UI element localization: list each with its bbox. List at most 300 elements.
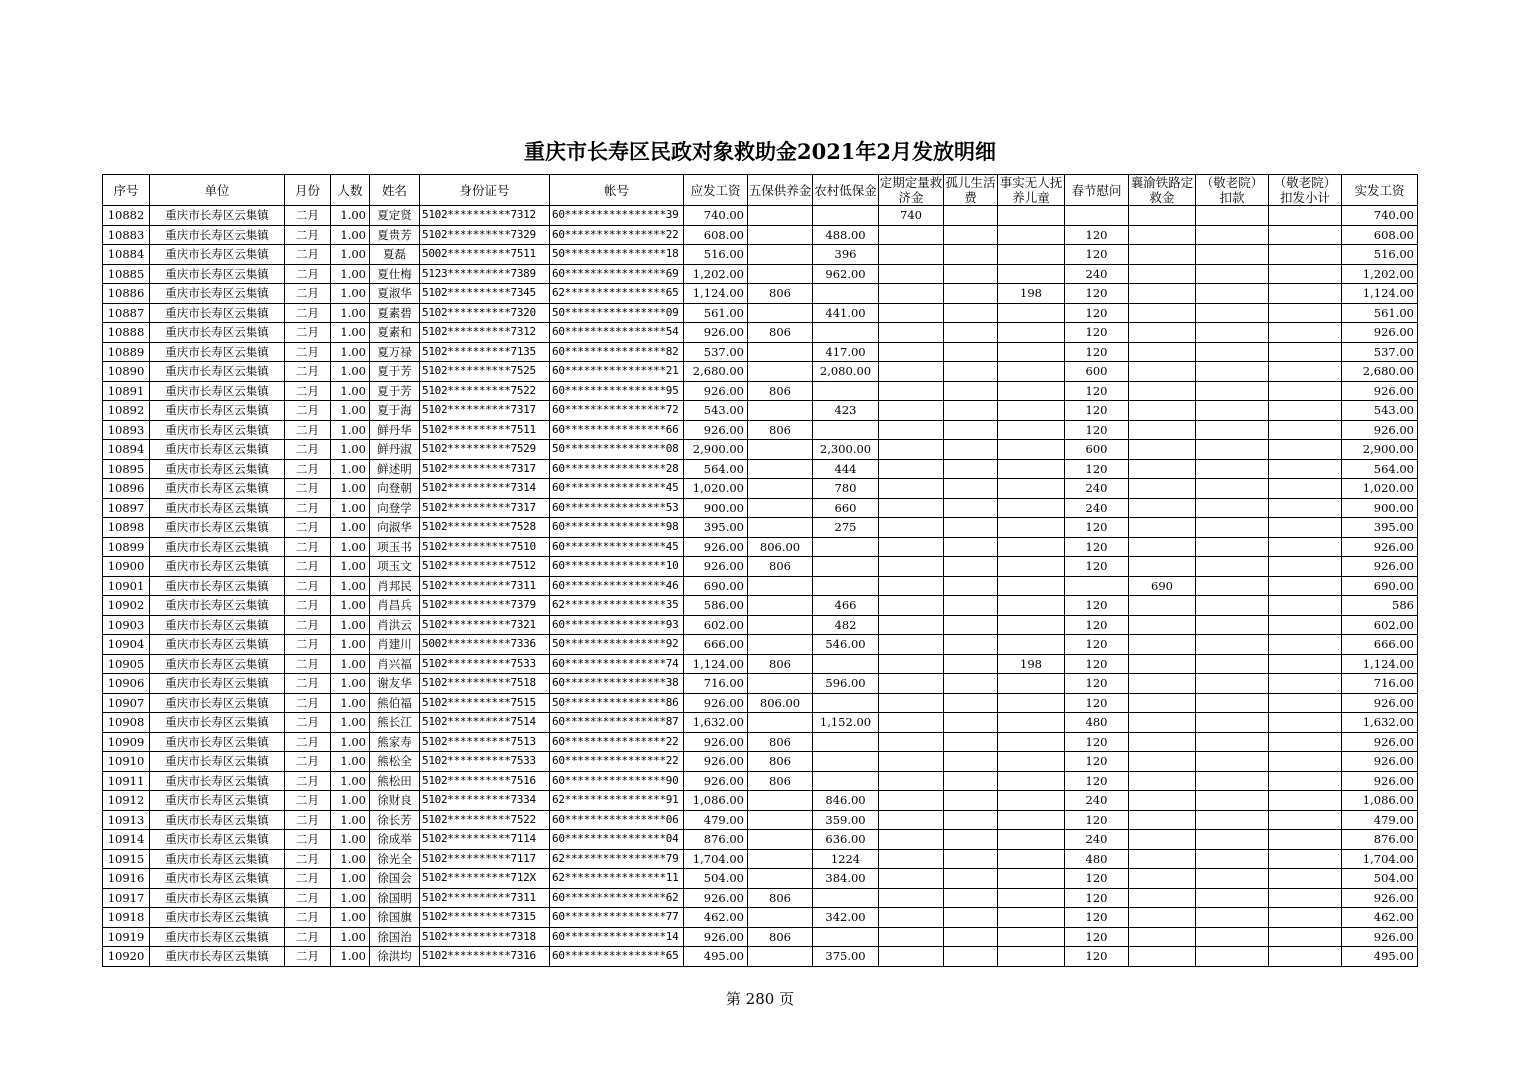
payable-cell: 1,632.00 [684, 713, 748, 733]
month-cell: 二月 [285, 479, 331, 499]
deduction-cell [1196, 459, 1269, 479]
deduction-subtotal-cell [1269, 537, 1342, 557]
dingliang-cell [879, 440, 944, 460]
account-cell: 60****************46 [550, 576, 684, 596]
unattended-child-cell: 198 [998, 284, 1065, 304]
unit-cell: 重庆市长寿区云集镇 [150, 303, 285, 323]
unit-cell: 重庆市长寿区云集镇 [150, 206, 285, 226]
deduction-cell [1196, 518, 1269, 538]
deduction-cell [1196, 245, 1269, 265]
orphan-cell [944, 888, 998, 908]
table-row [103, 479, 1418, 499]
dingliang-cell [879, 225, 944, 245]
deduction-cell [1196, 303, 1269, 323]
payable-cell: 926.00 [684, 752, 748, 772]
table-row [103, 498, 1418, 518]
dingliang-cell [879, 303, 944, 323]
count-cell: 1.00 [331, 771, 370, 791]
count-cell: 1.00 [331, 225, 370, 245]
unit-cell: 重庆市长寿区云集镇 [150, 791, 285, 811]
deduction-subtotal-cell [1269, 810, 1342, 830]
orphan-cell [944, 908, 998, 928]
count-cell: 1.00 [331, 401, 370, 421]
table-row [103, 674, 1418, 694]
column-header: 姓名 [370, 175, 420, 206]
serial-cell: 10917 [103, 888, 150, 908]
column-header: 事实无人抚养儿童 [998, 175, 1065, 206]
dibao-cell: 596.00 [813, 674, 879, 694]
railway-cell [1129, 888, 1196, 908]
count-cell: 1.00 [331, 284, 370, 304]
orphan-cell [944, 206, 998, 226]
unattended-child-cell [998, 869, 1065, 889]
id-number-cell: 5102**********7114 [420, 830, 550, 850]
deduction-cell [1196, 381, 1269, 401]
name-cell: 肖建川 [370, 635, 420, 655]
unit-cell: 重庆市长寿区云集镇 [150, 713, 285, 733]
orphan-cell [944, 440, 998, 460]
dibao-cell: 846.00 [813, 791, 879, 811]
deduction-subtotal-cell [1269, 206, 1342, 226]
festival-cell: 120 [1065, 635, 1129, 655]
account-cell: 62****************91 [550, 791, 684, 811]
orphan-cell [944, 576, 998, 596]
wubao-cell [748, 576, 813, 596]
orphan-cell [944, 323, 998, 343]
dingliang-cell [879, 420, 944, 440]
month-cell: 二月 [285, 810, 331, 830]
name-cell: 夏定贤 [370, 206, 420, 226]
dingliang-cell [879, 693, 944, 713]
id-number-cell: 5102**********7312 [420, 206, 550, 226]
count-cell: 1.00 [331, 323, 370, 343]
account-cell: 50****************09 [550, 303, 684, 323]
deduction-subtotal-cell [1269, 401, 1342, 421]
account-cell: 50****************08 [550, 440, 684, 460]
unit-cell: 重庆市长寿区云集镇 [150, 362, 285, 382]
deduction-cell [1196, 264, 1269, 284]
orphan-cell [944, 420, 998, 440]
wubao-cell: 806 [748, 381, 813, 401]
railway-cell [1129, 479, 1196, 499]
count-cell: 1.00 [331, 693, 370, 713]
net-pay-cell: 926.00 [1342, 381, 1418, 401]
net-pay-cell: 926.00 [1342, 420, 1418, 440]
net-pay-cell: 900.00 [1342, 498, 1418, 518]
deduction-subtotal-cell [1269, 693, 1342, 713]
table-row [103, 264, 1418, 284]
name-cell: 夏于海 [370, 401, 420, 421]
column-header: 襄渝铁路定救金 [1129, 175, 1196, 206]
unit-cell: 重庆市长寿区云集镇 [150, 830, 285, 850]
table-row [103, 888, 1418, 908]
serial-cell: 10912 [103, 791, 150, 811]
name-cell: 徐国会 [370, 869, 420, 889]
count-cell: 1.00 [331, 245, 370, 265]
orphan-cell [944, 342, 998, 362]
table-header-row [103, 175, 1418, 206]
unattended-child-cell [998, 888, 1065, 908]
deduction-cell [1196, 284, 1269, 304]
payable-cell: 1,124.00 [684, 654, 748, 674]
unit-cell: 重庆市长寿区云集镇 [150, 479, 285, 499]
railway-cell [1129, 420, 1196, 440]
orphan-cell [944, 264, 998, 284]
name-cell: 鲜丹华 [370, 420, 420, 440]
net-pay-cell: 926.00 [1342, 693, 1418, 713]
railway-cell [1129, 869, 1196, 889]
count-cell: 1.00 [331, 927, 370, 947]
wubao-cell [748, 245, 813, 265]
net-pay-cell: 876.00 [1342, 830, 1418, 850]
railway-cell [1129, 401, 1196, 421]
deduction-subtotal-cell [1269, 849, 1342, 869]
account-cell: 60****************54 [550, 323, 684, 343]
count-cell: 1.00 [331, 869, 370, 889]
payable-cell: 900.00 [684, 498, 748, 518]
festival-cell: 120 [1065, 810, 1129, 830]
table-row [103, 693, 1418, 713]
dingliang-cell [879, 245, 944, 265]
railway-cell [1129, 693, 1196, 713]
account-cell: 60****************06 [550, 810, 684, 830]
deduction-subtotal-cell [1269, 420, 1342, 440]
count-cell: 1.00 [331, 498, 370, 518]
name-cell: 夏磊 [370, 245, 420, 265]
table-row [103, 323, 1418, 343]
account-cell: 60****************28 [550, 459, 684, 479]
orphan-cell [944, 401, 998, 421]
table-row [103, 518, 1418, 538]
festival-cell: 120 [1065, 225, 1129, 245]
deduction-subtotal-cell [1269, 284, 1342, 304]
railway-cell [1129, 342, 1196, 362]
page-number: 第 280 页 [725, 990, 795, 1008]
dingliang-cell [879, 888, 944, 908]
railway-cell [1129, 303, 1196, 323]
month-cell: 二月 [285, 381, 331, 401]
railway-cell [1129, 245, 1196, 265]
table-row [103, 830, 1418, 850]
dibao-cell: 482 [813, 615, 879, 635]
deduction-subtotal-cell [1269, 342, 1342, 362]
name-cell: 熊长江 [370, 713, 420, 733]
orphan-cell [944, 225, 998, 245]
unit-cell: 重庆市长寿区云集镇 [150, 693, 285, 713]
id-number-cell: 5102**********7312 [420, 323, 550, 343]
orphan-cell [944, 849, 998, 869]
net-pay-cell: 2,900.00 [1342, 440, 1418, 460]
payable-cell: 926.00 [684, 927, 748, 947]
deduction-cell [1196, 420, 1269, 440]
serial-cell: 10890 [103, 362, 150, 382]
wubao-cell: 806 [748, 927, 813, 947]
table-row [103, 381, 1418, 401]
unattended-child-cell [998, 947, 1065, 967]
table-row [103, 459, 1418, 479]
festival-cell: 240 [1065, 498, 1129, 518]
deduction-subtotal-cell [1269, 576, 1342, 596]
orphan-cell [944, 830, 998, 850]
unit-cell: 重庆市长寿区云集镇 [150, 771, 285, 791]
wubao-cell: 806 [748, 284, 813, 304]
payable-cell: 516.00 [684, 245, 748, 265]
column-header: 月份 [285, 175, 331, 206]
payable-cell: 926.00 [684, 888, 748, 908]
net-pay-cell: 740.00 [1342, 206, 1418, 226]
account-cell: 60****************98 [550, 518, 684, 538]
wubao-cell [748, 830, 813, 850]
wubao-cell [748, 362, 813, 382]
id-number-cell: 5102**********7317 [420, 401, 550, 421]
net-pay-cell: 926.00 [1342, 323, 1418, 343]
dibao-cell: 466 [813, 596, 879, 616]
name-cell: 夏素和 [370, 323, 420, 343]
deduction-subtotal-cell [1269, 752, 1342, 772]
count-cell: 1.00 [331, 615, 370, 635]
deduction-subtotal-cell [1269, 888, 1342, 908]
railway-cell [1129, 206, 1196, 226]
id-number-cell: 5102**********7345 [420, 284, 550, 304]
name-cell: 向登朝 [370, 479, 420, 499]
dibao-cell: 441.00 [813, 303, 879, 323]
count-cell: 1.00 [331, 537, 370, 557]
payable-cell: 561.00 [684, 303, 748, 323]
serial-cell: 10920 [103, 947, 150, 967]
id-number-cell: 5102**********7314 [420, 479, 550, 499]
deduction-cell [1196, 654, 1269, 674]
unit-cell: 重庆市长寿区云集镇 [150, 498, 285, 518]
unattended-child-cell [998, 557, 1065, 577]
payable-cell: 462.00 [684, 908, 748, 928]
account-cell: 50****************18 [550, 245, 684, 265]
railway-cell [1129, 752, 1196, 772]
month-cell: 二月 [285, 518, 331, 538]
month-cell: 二月 [285, 732, 331, 752]
id-number-cell: 5123**********7389 [420, 264, 550, 284]
festival-cell: 480 [1065, 849, 1129, 869]
dingliang-cell [879, 713, 944, 733]
dibao-cell: 275 [813, 518, 879, 538]
festival-cell: 120 [1065, 381, 1129, 401]
account-cell: 60****************53 [550, 498, 684, 518]
deduction-cell [1196, 869, 1269, 889]
orphan-cell [944, 381, 998, 401]
payable-cell: 740.00 [684, 206, 748, 226]
unit-cell: 重庆市长寿区云集镇 [150, 401, 285, 421]
account-cell: 60****************77 [550, 908, 684, 928]
deduction-subtotal-cell [1269, 771, 1342, 791]
column-header: 五保供养金 [748, 175, 813, 206]
name-cell: 夏万禄 [370, 342, 420, 362]
orphan-cell [944, 245, 998, 265]
payable-cell: 504.00 [684, 869, 748, 889]
table-row [103, 810, 1418, 830]
dibao-cell [813, 284, 879, 304]
wubao-cell [748, 791, 813, 811]
deduction-subtotal-cell [1269, 713, 1342, 733]
net-pay-cell: 462.00 [1342, 908, 1418, 928]
table-row [103, 771, 1418, 791]
account-cell: 60****************45 [550, 479, 684, 499]
payable-cell: 716.00 [684, 674, 748, 694]
dibao-cell [813, 381, 879, 401]
id-number-cell: 5102**********7317 [420, 459, 550, 479]
account-cell: 60****************22 [550, 225, 684, 245]
payable-cell: 926.00 [684, 557, 748, 577]
net-pay-cell: 564.00 [1342, 459, 1418, 479]
account-cell: 60****************38 [550, 674, 684, 694]
deduction-cell [1196, 401, 1269, 421]
unattended-child-cell [998, 693, 1065, 713]
payable-cell: 479.00 [684, 810, 748, 830]
month-cell: 二月 [285, 459, 331, 479]
name-cell: 肖昌兵 [370, 596, 420, 616]
net-pay-cell: 537.00 [1342, 342, 1418, 362]
railway-cell [1129, 557, 1196, 577]
id-number-cell: 5102**********7522 [420, 810, 550, 830]
railway-cell [1129, 849, 1196, 869]
account-cell: 60****************04 [550, 830, 684, 850]
dibao-cell [813, 654, 879, 674]
table-row [103, 615, 1418, 635]
net-pay-cell: 608.00 [1342, 225, 1418, 245]
serial-cell: 10894 [103, 440, 150, 460]
deduction-cell [1196, 713, 1269, 733]
net-pay-cell: 1,020.00 [1342, 479, 1418, 499]
name-cell: 向淑华 [370, 518, 420, 538]
dibao-cell: 417.00 [813, 342, 879, 362]
serial-cell: 10898 [103, 518, 150, 538]
month-cell: 二月 [285, 401, 331, 421]
column-header: （敬老院）扣款 [1196, 175, 1269, 206]
unattended-child-cell [998, 635, 1065, 655]
payable-cell: 602.00 [684, 615, 748, 635]
dibao-cell [813, 888, 879, 908]
deduction-subtotal-cell [1269, 303, 1342, 323]
id-number-cell: 5102**********7317 [420, 498, 550, 518]
unattended-child-cell [998, 518, 1065, 538]
count-cell: 1.00 [331, 732, 370, 752]
table-row [103, 537, 1418, 557]
deduction-cell [1196, 479, 1269, 499]
festival-cell: 480 [1065, 713, 1129, 733]
deduction-subtotal-cell [1269, 459, 1342, 479]
account-cell: 60****************45 [550, 537, 684, 557]
wubao-cell [748, 264, 813, 284]
deduction-subtotal-cell [1269, 615, 1342, 635]
festival-cell: 120 [1065, 459, 1129, 479]
wubao-cell [748, 635, 813, 655]
count-cell: 1.00 [331, 654, 370, 674]
serial-cell: 10914 [103, 830, 150, 850]
payable-cell: 926.00 [684, 420, 748, 440]
month-cell: 二月 [285, 674, 331, 694]
dibao-cell [813, 693, 879, 713]
wubao-cell [748, 518, 813, 538]
dibao-cell: 359.00 [813, 810, 879, 830]
month-cell: 二月 [285, 713, 331, 733]
wubao-cell: 806 [748, 888, 813, 908]
table-row [103, 557, 1418, 577]
net-pay-cell: 1,124.00 [1342, 284, 1418, 304]
dingliang-cell [879, 596, 944, 616]
deduction-cell [1196, 342, 1269, 362]
wubao-cell [748, 908, 813, 928]
month-cell: 二月 [285, 323, 331, 343]
column-header: 孤儿生活费 [945, 175, 996, 205]
dibao-cell: 1224 [813, 849, 879, 869]
festival-cell: 120 [1065, 420, 1129, 440]
month-cell: 二月 [285, 791, 331, 811]
dingliang-cell [879, 381, 944, 401]
unattended-child-cell [998, 771, 1065, 791]
wubao-cell: 806 [748, 654, 813, 674]
name-cell: 夏于芳 [370, 381, 420, 401]
id-number-cell: 5102**********7516 [420, 771, 550, 791]
unattended-child-cell [998, 615, 1065, 635]
festival-cell: 240 [1065, 479, 1129, 499]
festival-cell: 120 [1065, 693, 1129, 713]
deduction-cell [1196, 927, 1269, 947]
deduction-subtotal-cell [1269, 908, 1342, 928]
railway-cell [1129, 498, 1196, 518]
wubao-cell: 806.00 [748, 537, 813, 557]
deduction-subtotal-cell [1269, 596, 1342, 616]
wubao-cell: 806 [748, 752, 813, 772]
festival-cell: 120 [1065, 537, 1129, 557]
unit-cell: 重庆市长寿区云集镇 [150, 225, 285, 245]
orphan-cell [944, 927, 998, 947]
deduction-cell [1196, 576, 1269, 596]
orphan-cell [944, 615, 998, 635]
deduction-subtotal-cell [1269, 635, 1342, 655]
unattended-child-cell [998, 576, 1065, 596]
name-cell: 夏淑华 [370, 284, 420, 304]
unattended-child-cell [998, 674, 1065, 694]
deduction-subtotal-cell [1269, 732, 1342, 752]
table-row [103, 206, 1418, 226]
net-pay-cell: 516.00 [1342, 245, 1418, 265]
orphan-cell [944, 362, 998, 382]
festival-cell: 120 [1065, 557, 1129, 577]
serial-cell: 10915 [103, 849, 150, 869]
dingliang-cell [879, 869, 944, 889]
dibao-cell [813, 732, 879, 752]
unattended-child-cell [998, 537, 1065, 557]
month-cell: 二月 [285, 576, 331, 596]
id-number-cell: 5102**********7316 [420, 947, 550, 967]
month-cell: 二月 [285, 849, 331, 869]
count-cell: 1.00 [331, 752, 370, 772]
name-cell: 徐财良 [370, 791, 420, 811]
serial-cell: 10907 [103, 693, 150, 713]
net-pay-cell: 586 [1342, 596, 1418, 616]
net-pay-cell: 926.00 [1342, 771, 1418, 791]
dibao-cell [813, 752, 879, 772]
deduction-cell [1196, 537, 1269, 557]
name-cell: 向登学 [370, 498, 420, 518]
account-cell: 60****************69 [550, 264, 684, 284]
unattended-child-cell [998, 459, 1065, 479]
account-cell: 62****************65 [550, 284, 684, 304]
month-cell: 二月 [285, 440, 331, 460]
unattended-child-cell [998, 498, 1065, 518]
dibao-cell: 2,300.00 [813, 440, 879, 460]
orphan-cell [944, 596, 998, 616]
month-cell: 二月 [285, 498, 331, 518]
wubao-cell [748, 479, 813, 499]
